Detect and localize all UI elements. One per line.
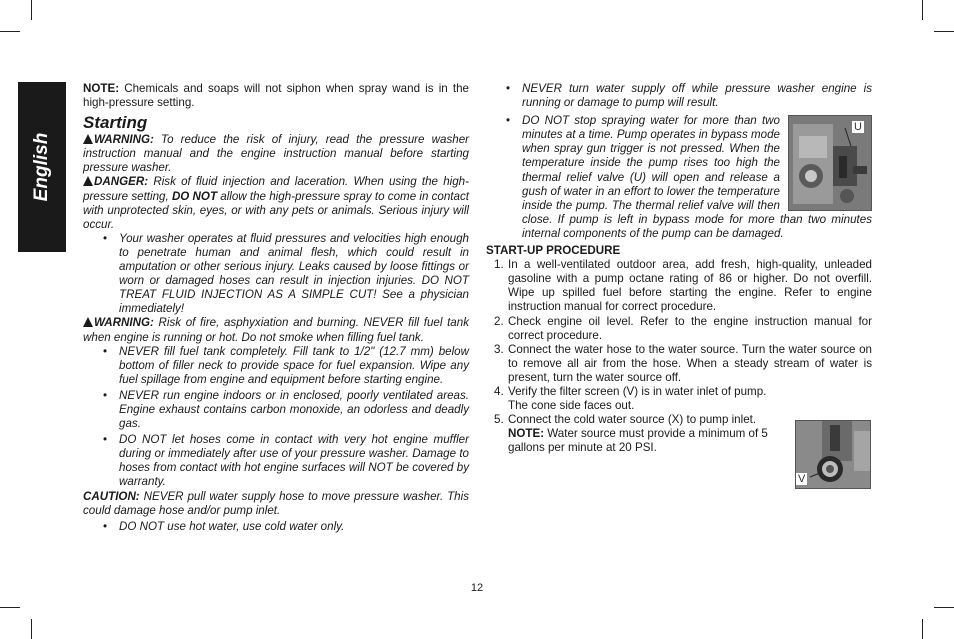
warning-paragraph: [83, 133, 469, 175]
list-item-text: NEVER fill fuel tank completely. Fill tank to 1/2" (12.7 mm) below bottom of filler neck to provide space for fuel expansion. Wipe any fuel spillage from engine and equipment before starting engine.: [119, 344, 469, 386]
step-item: [486, 258, 872, 314]
step-item: [486, 385, 872, 413]
language-tab: [18, 82, 66, 252]
crop-mark: [934, 31, 954, 32]
crop-mark: [934, 607, 954, 608]
danger-emphasis: DO NOT: [171, 189, 218, 203]
step-text: Connect the cold water source (X) to pump inlet.: [508, 413, 757, 427]
step-item: [486, 343, 872, 385]
note-text: Water source must provide a minimum of 5 gallons per minute at 20 PSI.: [508, 427, 768, 455]
warning-text: Risk of fire, asphyxiation and burning. NEVER fill fuel tank when engine is running or hot. Do not smoke when filling fuel tank.: [83, 316, 469, 344]
crop-mark: [0, 31, 20, 32]
list-item: • DO NOT let hoses come in contact with very hot engine muffler during or immediately after use of your pressure washer. Damage to hoses from contact with hot engine surfaces will NOT be covered by warranty.: [103, 433, 469, 489]
crop-mark: [922, 619, 923, 639]
crop-mark: [31, 619, 32, 639]
list-item-text: NEVER turn water supply off while pressure washer engine is running or damage to pump will result.: [522, 82, 872, 110]
danger-text: allow the high-pressure spray to come in contact with unprotected skin, eyes, or with any pets or animals. Serious injury will occur.: [83, 189, 469, 231]
callout-label-u: U: [854, 121, 862, 133]
warning-paragraph: [83, 316, 469, 344]
warning-icon: [83, 176, 93, 186]
warning-text: To reduce the risk of injury, read the pressure washer instruction manual and the engine instruction manual before starting pressure washer.: [83, 133, 469, 175]
warning-icon: [83, 317, 93, 327]
language-tab-label: English: [31, 132, 52, 202]
list-item: • DO NOT stop spraying water for more than two minutes at a time. Pump operates in bypass mode when spray gun trigger is not pressed. When the temperature inside the pump rises too high the thermal relief valve (U) will open and release a gush of water in an effort to lower the temperature inside the pump. The thermal relief valve will then close. If pump is left in bypass mode for more than two minutes internal components of the pump can be damaged.: [506, 114, 872, 240]
crop-mark: [0, 607, 20, 608]
crop-mark: [31, 0, 32, 20]
step-text: In a well-ventilated outdoor area, add fresh, high-quality, unleaded gasoline with a pump octane rating of 86 or higher. Do not overfill. Wipe up spilled fuel before starting the engine. Refer to engine instruction manual for correct procedure.: [508, 258, 872, 314]
list-item-text: DO NOT let hoses come in contact with very hot engine muffler during or immediately after use of your pressure washer. Damage to hoses from contact with hot engine surfaces will NOT be covered by warranty.: [119, 433, 469, 489]
step-number: 3.: [494, 342, 504, 356]
crop-mark: [922, 0, 923, 20]
danger-text: Risk of fluid injection and laceration. When using the high-pressure setting,: [83, 175, 469, 203]
list-item-text: DO NOT stop spraying water for more than two minutes at a time. Pump operates in bypass mode when spray gun trigger is not pressed. When the temperature inside the pump rises too high the thermal relief valve (U) will open and release a gush of water in an effort to lower the temperature inside the pump. The thermal relief valve will then close. If pump is left in bypass mode for more than two minutes internal components of the pump can be damaged.: [522, 114, 872, 240]
warning-label: WARNING:: [94, 316, 154, 330]
step-text: Verify the filter screen (V) is in water inlet of pump. The cone side faces out.: [508, 384, 767, 413]
list-item: • NEVER turn water supply off while pressure washer engine is running or damage to pump will result.: [506, 82, 872, 110]
warning-icon: [83, 134, 93, 144]
note-paragraph: [83, 82, 469, 110]
caution-label: CAUTION:: [83, 489, 140, 503]
list-item-text: Your washer operates at fluid pressures and velocities high enough to penetrate human and animal flesh, which could result in amputation or other serious injury. Leaks caused by loose fittings or worn or damaged hoses can result in injection injuries. DO NOT TREAT FLUID INJECTION AS A SIMPLE CUT! See a physician immediately!: [119, 231, 469, 316]
danger-paragraph: [83, 175, 469, 231]
danger-label: DANGER:: [94, 175, 149, 189]
step-item: [486, 315, 872, 343]
caution-text: NEVER pull water supply hose to move pressure washer. This could damage hose and/or pump inlet.: [83, 489, 469, 517]
list-item: • NEVER fill fuel tank completely. Fill tank to 1/2" (12.7 mm) below bottom of filler neck to provide space for fuel expansion. Wipe any fuel spillage from engine and equipment before starting engine.: [103, 344, 469, 386]
caution-paragraph: [83, 490, 469, 518]
list-item: • Your washer operates at fluid pressures and velocities high enough to penetrate human and animal flesh, which could result in amputation or other serious injury. Leaks caused by loose fittings or worn or damaged hoses can result in injection injuries. DO NOT TREAT FLUID INJECTION AS A SIMPLE CUT! See a physician immediately!: [103, 231, 469, 316]
note-text: Chemicals and soaps will not siphon when spray wand is in the high-pressure setting.: [83, 82, 469, 110]
callout-label-v: V: [798, 473, 806, 485]
step-number: 1.: [494, 258, 504, 272]
note-label: NOTE:: [508, 427, 545, 441]
page-number: 12: [470, 582, 484, 594]
step-text: Check engine oil level. Refer to the engine instruction manual for correct procedure.: [508, 314, 872, 342]
section-heading: Starting: [83, 113, 148, 133]
step-number: 4.: [494, 384, 504, 398]
warning-label: WARNING:: [94, 133, 154, 147]
startup-heading: START-UP PROCEDURE: [486, 244, 621, 258]
list-item: • DO NOT use hot water, use cold water only.: [103, 519, 345, 533]
pump-relief-valve-image: [788, 115, 872, 211]
step-number: 2.: [494, 314, 504, 328]
list-item-text: DO NOT use hot water, use cold water only.: [119, 519, 345, 533]
note-label: NOTE:: [83, 82, 120, 95]
list-item: • NEVER run engine indoors or in enclosed, poorly ventilated areas. Engine exhaust contains carbon monoxide, an odorless and deadly gas.: [103, 388, 469, 431]
step-text: Connect the water hose to the water source. Turn the water source on to remove all air from the hose. When a steady stream of water is present, turn the water source off.: [508, 342, 872, 384]
left-column: [83, 82, 469, 534]
step-number: 5.: [494, 413, 504, 427]
pump-inlet-image: [795, 420, 871, 489]
list-item-text: NEVER run engine indoors or in enclosed, poorly ventilated areas. Engine exhaust contains carbon monoxide, an odorless and deadly gas.: [119, 388, 469, 431]
